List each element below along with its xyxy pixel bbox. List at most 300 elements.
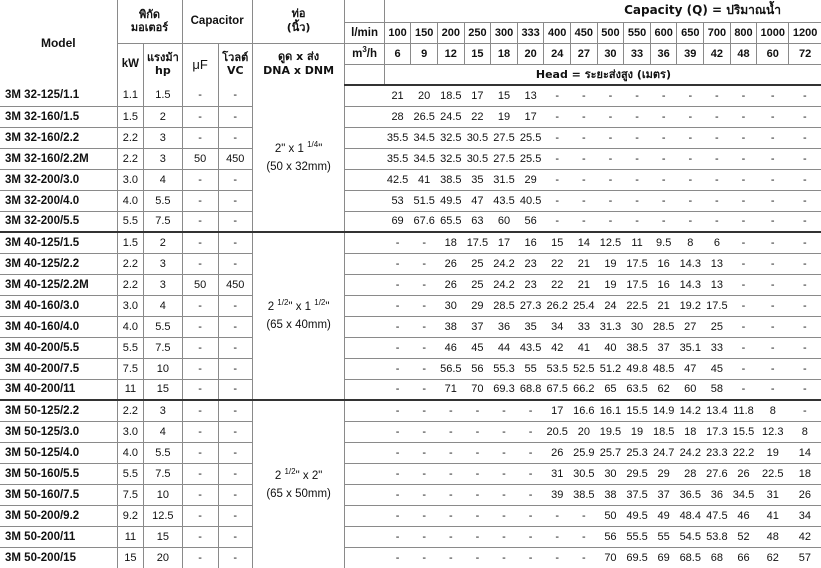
head-value-cell: - xyxy=(464,547,491,568)
head-value-cell: 43.5 xyxy=(491,190,518,211)
pipe-size-mm: (65 x 50mm) xyxy=(266,487,331,500)
head-value-cell: 26 xyxy=(437,274,464,295)
vc-cell: - xyxy=(218,253,252,274)
head-value-cell: 28 xyxy=(384,106,411,127)
lmin-value: 333 xyxy=(517,22,544,43)
pipe-size-fraction: 1/4 xyxy=(307,140,319,149)
pipe-size-whole: 2 xyxy=(267,301,278,313)
head-value-cell: 57 xyxy=(789,547,821,568)
uf-cell: - xyxy=(182,505,218,526)
m3h-value: 24 xyxy=(544,43,571,64)
head-value-cell: - xyxy=(464,463,491,484)
head-value-cell: - xyxy=(650,106,677,127)
hp-cell: 4 xyxy=(144,295,182,316)
head-value-cell: 63 xyxy=(464,211,491,232)
head-value-cell: 38 xyxy=(597,484,624,505)
vc-cell: - xyxy=(218,85,252,106)
head-value-cell: 17 xyxy=(491,232,518,253)
head-value-cell: 38.5 xyxy=(437,169,464,190)
m3h-base: m xyxy=(352,47,363,60)
head-value-cell: - xyxy=(730,169,757,190)
uf-cell: - xyxy=(182,547,218,568)
head-value-cell: 27.6 xyxy=(704,463,731,484)
pipe-size-fraction: 1/2 xyxy=(284,466,296,476)
head-value-cell: 49.5 xyxy=(437,190,464,211)
model-cell: 3M 50-200/9.2 xyxy=(0,505,117,526)
hp-cell: 10 xyxy=(144,484,182,505)
head-value-cell: 30.5 xyxy=(464,148,491,169)
head-value-cell: 70 xyxy=(597,547,624,568)
head-value-cell: - xyxy=(597,190,624,211)
head-value-cell: - xyxy=(624,127,651,148)
head-value-cell: - xyxy=(635,89,639,102)
kw-cell: 7.5 xyxy=(117,358,144,379)
kw-cell: 1.5 xyxy=(117,106,144,127)
head-value-cell: - xyxy=(571,526,598,547)
pipe-size-cell xyxy=(252,85,345,232)
head-value-cell: 14.3 xyxy=(677,274,704,295)
head-value-cell: 33 xyxy=(704,337,731,358)
head-value-cell: 52 xyxy=(730,526,757,547)
model-cell: 3M 40-160/3.0 xyxy=(0,295,117,316)
head-value-cell: 29 xyxy=(464,295,491,316)
head-value-cell: 51.5 xyxy=(411,190,438,211)
hp-header xyxy=(144,43,182,85)
head-value-cell: - xyxy=(464,421,491,442)
table-row xyxy=(0,316,821,337)
uf-cell: - xyxy=(182,400,218,421)
head-value-cell: - xyxy=(677,106,704,127)
hp-cell: 5.5 xyxy=(144,316,182,337)
head-value-cell: 15.5 xyxy=(730,421,757,442)
head-value-cell: - xyxy=(571,211,598,232)
head-value-cell: 24.2 xyxy=(491,253,518,274)
model-cell: 3M 32-125/1.1 xyxy=(5,89,80,102)
head-value-cell: 17 xyxy=(471,89,484,102)
head-value-cell: - xyxy=(437,547,464,568)
kw-cell: 3.0 xyxy=(117,295,144,316)
head-value-cell: 25.5 xyxy=(517,127,544,148)
table-row xyxy=(0,379,821,400)
head-value-cell: - xyxy=(411,274,438,295)
head-value-cell: 19 xyxy=(757,442,789,463)
head-value-cell: 17 xyxy=(517,106,544,127)
m3h-row xyxy=(0,43,821,64)
head-value-cell: 60 xyxy=(677,379,704,400)
head-value-cell: 19 xyxy=(597,274,624,295)
head-value-cell: 25.5 xyxy=(517,148,544,169)
table-row xyxy=(0,463,821,484)
hp-label: hp xyxy=(155,64,171,78)
head-value-cell: 25 xyxy=(704,316,731,337)
vc-cell: - xyxy=(218,169,252,190)
hp-cell: 4 xyxy=(144,421,182,442)
pipe-size-fraction-2: 1/2 xyxy=(314,298,326,307)
head-value-cell: 42.5 xyxy=(384,169,411,190)
dna-dnm-header xyxy=(252,43,345,85)
head-value-cell: 46 xyxy=(437,337,464,358)
vc-header xyxy=(218,43,252,85)
hp-cell: 7.5 xyxy=(144,211,182,232)
uf-cell: - xyxy=(182,211,218,232)
hp-cell: 3 xyxy=(144,148,182,169)
m3h-value: 20 xyxy=(517,43,544,64)
head-value-cell: - xyxy=(491,484,518,505)
head-value-cell: - xyxy=(517,547,544,568)
head-value-cell: 60 xyxy=(491,211,518,232)
table-row xyxy=(0,127,821,148)
kw-cell: 2.2 xyxy=(117,253,144,274)
head-value-cell: - xyxy=(582,89,586,102)
head-value-cell: 24.5 xyxy=(437,106,464,127)
head-value-cell: 29 xyxy=(650,463,677,484)
head-value-cell: - xyxy=(437,484,464,505)
table-row xyxy=(0,211,821,232)
unit-cell xyxy=(345,127,384,148)
unit-blank xyxy=(345,64,384,85)
model-cell: 3M 40-125/2.2M xyxy=(0,274,117,295)
lmin-label: l/min xyxy=(345,22,384,43)
head-value-cell: 20 xyxy=(571,421,598,442)
kw-cell: 7.5 xyxy=(117,484,144,505)
pipe-size-line1 xyxy=(274,466,323,482)
hp-cell: 20 xyxy=(144,547,182,568)
vc-cell: - xyxy=(218,295,252,316)
head-value-cell: 69.5 xyxy=(624,547,651,568)
head-value-cell: - xyxy=(384,421,411,442)
head-value-cell: 49.8 xyxy=(624,358,651,379)
capacitor-header: Capacitor xyxy=(182,0,252,43)
head-value-cell: 49 xyxy=(650,505,677,526)
pipe-size-whole: 2 xyxy=(274,469,285,482)
table-row xyxy=(0,400,821,421)
model-cell: 3M 50-200/15 xyxy=(0,547,117,568)
head-value-cell: 53.5 xyxy=(544,358,571,379)
vc-cell: - xyxy=(218,421,252,442)
head-value-cell: 18.5 xyxy=(650,421,677,442)
head-value-cell: 37 xyxy=(650,484,677,505)
model-cell: 3M 50-160/5.5 xyxy=(0,463,117,484)
vc-cell: - xyxy=(218,316,252,337)
pipe-size-mm: (65 x 40mm) xyxy=(266,319,331,331)
head-value-cell: 34 xyxy=(789,505,821,526)
head-value-cell: - xyxy=(789,253,821,274)
uf-cell: - xyxy=(182,484,218,505)
head-value-cell: - xyxy=(544,526,571,547)
head-value-cell: 26.2 xyxy=(544,295,571,316)
head-value-cell: - xyxy=(464,442,491,463)
uf-cell: - xyxy=(182,232,218,253)
head-value-cell: - xyxy=(384,295,411,316)
head-value-cell: 21 xyxy=(571,253,598,274)
lmin-value: 400 xyxy=(544,22,571,43)
vc-cell: - xyxy=(218,442,252,463)
head-value-cell: - xyxy=(597,148,624,169)
head-value-cell: 27 xyxy=(677,316,704,337)
kw-header: kW xyxy=(117,43,144,85)
head-value-cell: - xyxy=(730,379,757,400)
head-value-cell: - xyxy=(517,505,544,526)
head-value-cell: - xyxy=(597,106,624,127)
head-value-cell: - xyxy=(624,190,651,211)
lmin-value: 1000 xyxy=(757,22,789,43)
model-cell: 3M 32-160/2.2 xyxy=(0,127,117,148)
head-value-cell: - xyxy=(730,274,757,295)
head-value-cell: - xyxy=(411,253,438,274)
head-value-cell: 22 xyxy=(544,274,571,295)
head-value-cell: - xyxy=(730,190,757,211)
head-value-cell: 44 xyxy=(491,337,518,358)
head-value-cell: 8 xyxy=(677,232,704,253)
head-value-cell: 45 xyxy=(704,358,731,379)
head-value-cell: - xyxy=(715,89,719,102)
head-value-cell: - xyxy=(517,442,544,463)
table-row xyxy=(0,232,821,253)
head-value-cell: 14 xyxy=(571,232,598,253)
head-value-cell: 13 xyxy=(524,89,537,102)
head-value-cell: - xyxy=(491,463,518,484)
head-value-cell: 56 xyxy=(597,526,624,547)
m3h-value: 6 xyxy=(384,43,411,64)
lmin-value: 500 xyxy=(597,22,624,43)
m3h-value: 36 xyxy=(650,43,677,64)
head-value-cell: 25.4 xyxy=(571,295,598,316)
head-value-cell: 26.5 xyxy=(411,106,438,127)
head-value-cell: 22.5 xyxy=(624,295,651,316)
kw-cell: 9.2 xyxy=(117,505,144,526)
head-value-cell: - xyxy=(437,463,464,484)
head-value-cell: 17.3 xyxy=(704,421,731,442)
head-value-cell: - xyxy=(491,421,518,442)
head-value-cell: 16.6 xyxy=(571,400,598,421)
table-row xyxy=(0,106,821,127)
head-value-cell: - xyxy=(757,148,789,169)
head-value-cell: 42 xyxy=(544,337,571,358)
head-value-cell: - xyxy=(757,169,789,190)
head-value-cell: - xyxy=(757,211,789,232)
head-value-cell: 34.5 xyxy=(730,484,757,505)
head-value-cell: 14 xyxy=(789,442,821,463)
head-value-cell: 33 xyxy=(571,316,598,337)
head-value-cell: - xyxy=(789,232,821,253)
head-value-cell: - xyxy=(555,89,560,102)
vc-cell: - xyxy=(218,526,252,547)
head-value-cell: 41 xyxy=(757,505,789,526)
head-value-cell: 34 xyxy=(544,316,571,337)
head-value-cell: - xyxy=(571,106,598,127)
head-value-cell: 30 xyxy=(437,295,464,316)
head-value-cell: 67.6 xyxy=(411,211,438,232)
head-value-cell: - xyxy=(544,169,571,190)
head-value-cell: 56 xyxy=(517,211,544,232)
head-value-cell: 32.5 xyxy=(437,127,464,148)
kw-cell: 5.5 xyxy=(117,211,144,232)
head-value-cell: - xyxy=(491,442,518,463)
vc-cell: - xyxy=(218,379,252,400)
head-value-cell: - xyxy=(757,127,789,148)
head-value-cell: 68.8 xyxy=(517,379,544,400)
uf-cell: - xyxy=(182,295,218,316)
head-value-cell: 17.5 xyxy=(624,253,651,274)
unit-cell xyxy=(345,442,384,463)
head-value-cell: - xyxy=(730,295,757,316)
suction-delivery-label: ดูด x ส่ง xyxy=(278,50,320,64)
head-value-cell: - xyxy=(571,127,598,148)
unit-cell xyxy=(345,379,384,400)
unit-cell xyxy=(345,85,384,106)
m3h-value: 18 xyxy=(491,43,518,64)
head-value-cell: - xyxy=(491,547,518,568)
model-cell: 3M 40-200/5.5 xyxy=(0,337,117,358)
head-value-cell: 22 xyxy=(464,106,491,127)
head-value-cell: - xyxy=(384,484,411,505)
head-value-cell: 30 xyxy=(597,463,624,484)
head-value-cell: - xyxy=(789,337,821,358)
hp-cell: 5.5 xyxy=(144,190,182,211)
uf-cell: - xyxy=(182,253,218,274)
head-value-cell: 19.5 xyxy=(597,421,624,442)
uf-cell: - xyxy=(182,526,218,547)
kw-cell: 2.2 xyxy=(117,127,144,148)
uf-header: μF xyxy=(182,43,218,85)
unit-cell xyxy=(345,190,384,211)
head-value-cell: 6 xyxy=(704,232,731,253)
head-value-cell: 53 xyxy=(384,190,411,211)
head-value-cell: - xyxy=(411,295,438,316)
model-cell: 3M 32-200/5.5 xyxy=(0,211,117,232)
head-value-cell: - xyxy=(730,337,757,358)
head-value-cell: 48 xyxy=(757,526,789,547)
head-value-cell: 14.3 xyxy=(677,253,704,274)
head-value-cell: 13 xyxy=(704,274,731,295)
head-value-cell: - xyxy=(730,127,757,148)
head-value-cell: 66 xyxy=(730,547,757,568)
head-value-cell: - xyxy=(704,127,731,148)
uf-cell: 50 xyxy=(182,148,218,169)
head-value-cell: - xyxy=(411,358,438,379)
head-value-cell: 17.5 xyxy=(704,295,731,316)
unit-cell xyxy=(345,106,384,127)
head-value-cell: 28.5 xyxy=(491,295,518,316)
kw-cell: 4.0 xyxy=(117,442,144,463)
kw-cell: 2.2 xyxy=(117,148,144,169)
head-value-cell: 68 xyxy=(704,547,731,568)
model-cell: 3M 40-125/2.2 xyxy=(0,253,117,274)
unit-cell xyxy=(345,400,384,421)
head-value-cell: 50 xyxy=(597,505,624,526)
unit-cell xyxy=(345,316,384,337)
head-value-cell: 36 xyxy=(491,316,518,337)
head-value-cell: - xyxy=(544,505,571,526)
head-value-cell: - xyxy=(757,379,789,400)
dna-dnm-label: DNA x DNM xyxy=(263,64,335,78)
head-value-cell: 25 xyxy=(464,253,491,274)
m3h-tail: /h xyxy=(366,47,378,60)
lmin-value: 550 xyxy=(624,22,651,43)
head-value-cell: 31 xyxy=(757,484,789,505)
model-header: Model xyxy=(40,35,76,50)
pipe-unit: (นิ้ว) xyxy=(286,21,311,35)
lmin-value: 600 xyxy=(650,22,677,43)
head-value-cell: 30.5 xyxy=(571,463,598,484)
head-value-cell: 70 xyxy=(464,379,491,400)
vc-cell: - xyxy=(218,463,252,484)
head-value-cell: - xyxy=(411,484,438,505)
motor-header: พิกัดมอเตอร์ xyxy=(117,0,182,43)
kw-cell: 11 xyxy=(117,526,144,547)
head-value-cell: - xyxy=(464,400,491,421)
head-value-cell: - xyxy=(411,316,438,337)
head-value-cell: 38 xyxy=(437,316,464,337)
unit-blank-top xyxy=(345,0,384,22)
head-value-cell: - xyxy=(789,190,821,211)
head-value-cell: - xyxy=(730,316,757,337)
head-value-cell: 17.5 xyxy=(624,274,651,295)
head-value-cell: 65.5 xyxy=(437,211,464,232)
head-value-cell: - xyxy=(789,358,821,379)
lmin-value: 700 xyxy=(704,22,731,43)
head-value-cell: 19 xyxy=(597,253,624,274)
head-value-cell: 25.7 xyxy=(597,442,624,463)
model-cell: 3M 40-160/4.0 xyxy=(0,316,117,337)
m3h-value: 33 xyxy=(624,43,651,64)
unit-cell xyxy=(345,232,384,253)
head-value-cell: 17 xyxy=(544,400,571,421)
head-value-cell: - xyxy=(608,89,613,102)
head-value-cell: - xyxy=(384,274,411,295)
model-cell: 3M 32-160/1.5 xyxy=(0,106,117,127)
model-cell: 3M 32-200/3.0 xyxy=(0,169,117,190)
head-value-cell: - xyxy=(789,295,821,316)
head-value-cell: 23 xyxy=(517,274,544,295)
vc-cell: - xyxy=(218,484,252,505)
head-value-cell: 62 xyxy=(757,547,789,568)
head-value-cell: 14.2 xyxy=(677,400,704,421)
pipe-header xyxy=(252,0,345,43)
head-value-cell: 36.5 xyxy=(677,484,704,505)
head-value-cell: 65 xyxy=(597,379,624,400)
head-value-cell: 15 xyxy=(544,232,571,253)
m3h-value: 15 xyxy=(464,43,491,64)
table-row xyxy=(0,169,821,190)
m3h-value: 12 xyxy=(437,43,464,64)
head-value-cell: 56 xyxy=(464,358,491,379)
head-value-cell: - xyxy=(437,526,464,547)
head-value-cell: - xyxy=(517,484,544,505)
kw-cell: 5.5 xyxy=(117,463,144,484)
head-value-cell: - xyxy=(517,421,544,442)
head-value-cell: 25.9 xyxy=(571,442,598,463)
uf-cell: 50 xyxy=(182,274,218,295)
kw-cell: 15 xyxy=(117,547,144,568)
head-value-cell: - xyxy=(677,127,704,148)
head-value-cell: - xyxy=(624,169,651,190)
uf-cell: - xyxy=(182,106,218,127)
unit-cell xyxy=(345,421,384,442)
vc-cell: 450 xyxy=(218,148,252,169)
table-row xyxy=(0,547,821,568)
model-cell: 3M 32-160/2.2M xyxy=(0,148,117,169)
table-row xyxy=(0,295,821,316)
head-value-cell: - xyxy=(650,148,677,169)
head-value-cell: 55.5 xyxy=(624,526,651,547)
head-value-cell: - xyxy=(437,505,464,526)
head-value-cell: 16 xyxy=(517,232,544,253)
head-value-cell: 52.5 xyxy=(571,358,598,379)
table-header xyxy=(0,0,821,85)
head-value-cell: - xyxy=(650,211,677,232)
head-value-cell: - xyxy=(384,463,411,484)
